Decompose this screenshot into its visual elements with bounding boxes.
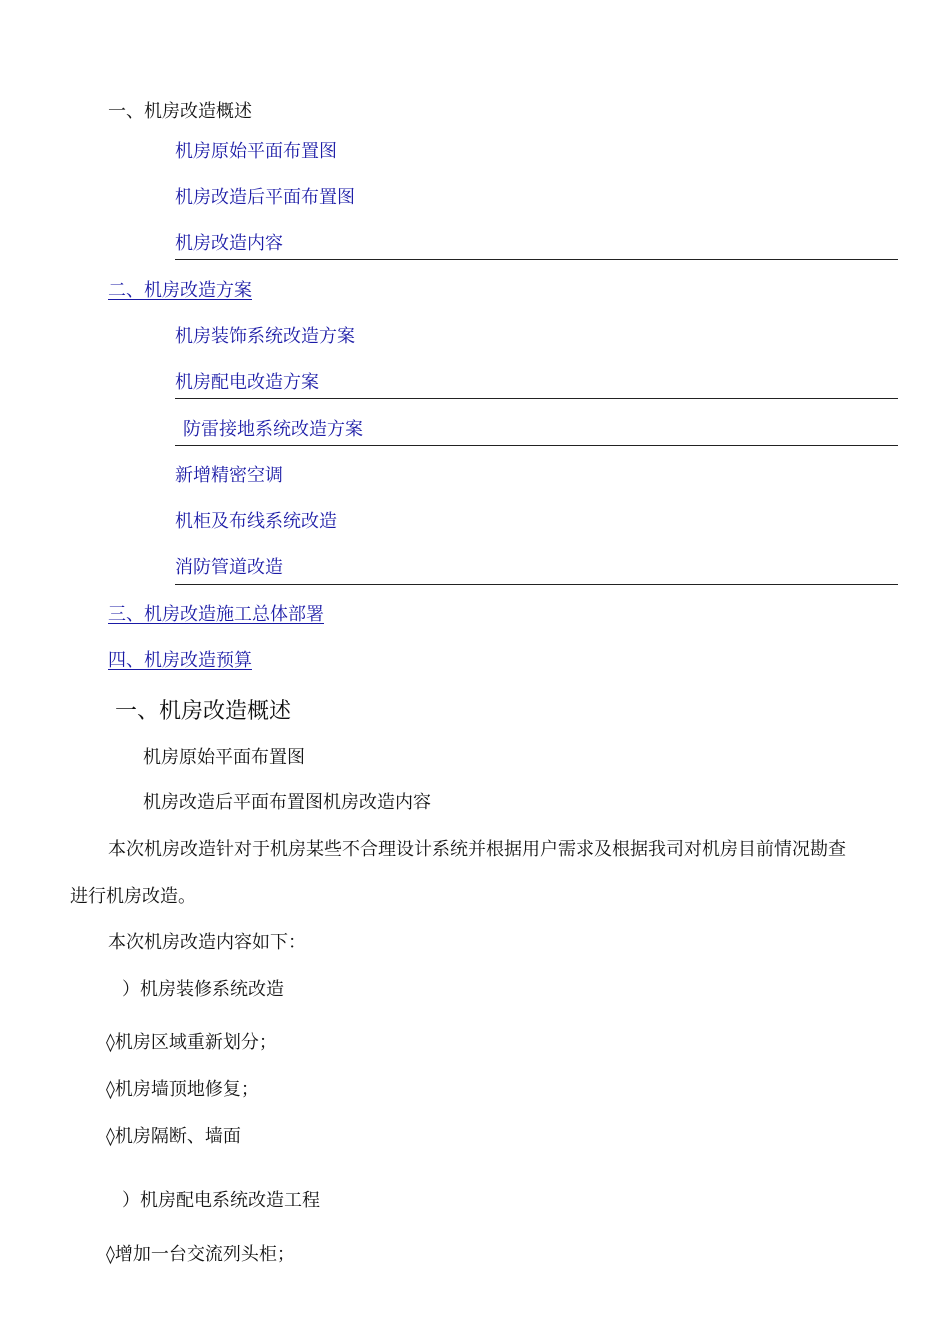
body-paragraph: 本次机房改造内容如下： [108,932,306,953]
toc-item-fire-pipes[interactable]: 消防管道改造 [175,557,283,578]
toc-item-renovation-content[interactable]: 机房改造内容 [175,233,283,254]
toc-section-4[interactable]: 四、机房改造预算 [108,650,252,671]
toc-divider [175,445,898,446]
toc-section-2[interactable]: 二、机房改造方案 [108,280,252,301]
toc-divider [175,259,898,260]
toc-item-new-layout[interactable]: 机房改造后平面布置图 [175,187,355,208]
section-heading: 一、机房改造概述 [115,699,292,724]
toc-divider [175,584,898,585]
subsection-title: ）机房装修系统改造 [122,979,284,1000]
toc-divider [175,398,898,399]
toc-item-power[interactable]: 机房配电改造方案 [175,372,319,393]
toc-item-original-layout[interactable]: 机房原始平面布置图 [175,141,337,162]
toc-item-grounding[interactable]: 防雷接地系统改造方案 [183,419,363,440]
subsection-title: ）机房配电系统改造工程 [122,1190,320,1211]
bullet-item: ◊机房隔断、墙面 [106,1126,241,1147]
toc-item-decoration[interactable]: 机房装饰系统改造方案 [175,326,355,347]
body-paragraph-continuation: 进行机房改造。 [70,886,196,907]
bullet-item: ◊机房墙顶地修复； [106,1079,259,1100]
bullet-item: ◊机房区域重新划分； [106,1032,277,1053]
body-line: 机房原始平面布置图 [143,747,305,768]
toc-section-3[interactable]: 三、机房改造施工总体部署 [108,604,324,625]
body-line: 机房改造后平面布置图机房改造内容 [143,792,431,813]
bullet-item: ◊增加一台交流列头柜； [106,1244,295,1265]
toc-item-air-conditioning[interactable]: 新增精密空调 [175,465,283,486]
body-paragraph: 本次机房改造针对于机房某些不合理设计系统并根据用户需求及根据我司对机房目前情况勘查 [108,839,846,860]
toc-item-cabinets-cabling[interactable]: 机柜及布线系统改造 [175,511,337,532]
toc-section-1[interactable]: 一、机房改造概述 [108,101,252,122]
